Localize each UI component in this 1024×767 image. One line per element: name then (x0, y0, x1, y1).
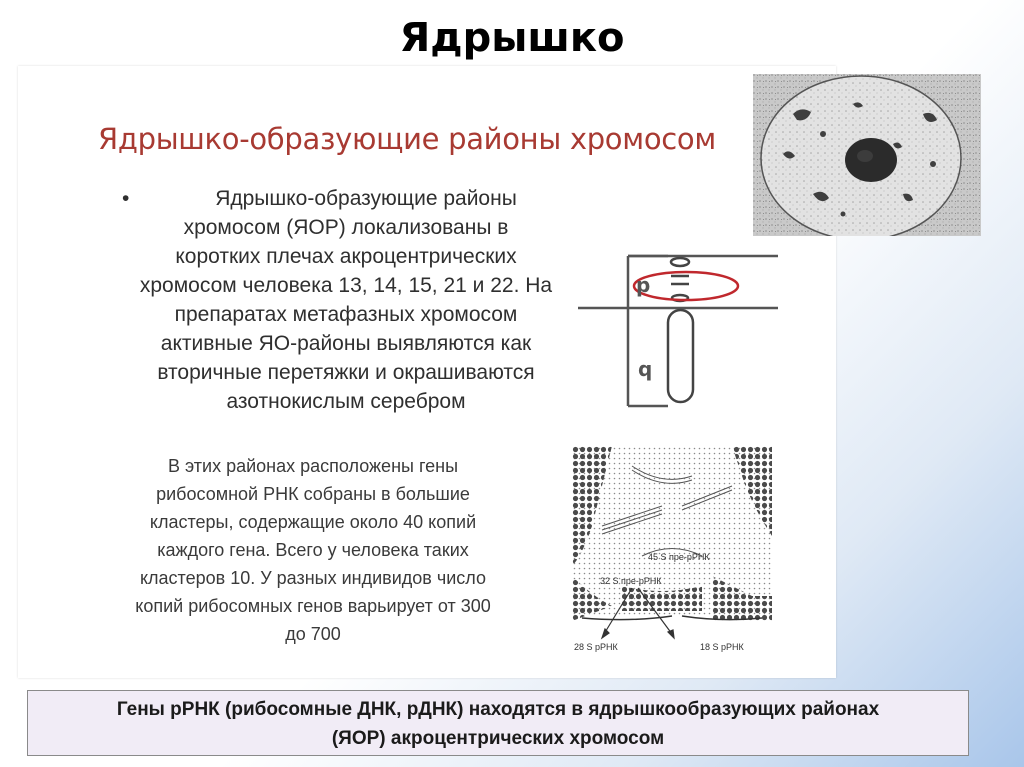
bullet-line: Ядрышко-образующие районы (215, 187, 517, 210)
bullet-text (106, 184, 586, 416)
paragraph-line: каждого гена. Всего у человека таких (157, 540, 469, 560)
footer-line: (ЯОР) акроцентрических хромосом (331, 728, 665, 749)
nucleus-micrograph-image (753, 74, 981, 236)
label-28s: 28 S рРНК (574, 642, 618, 652)
bullet-line: азотнокислым серебром (226, 390, 466, 413)
arm-q-label: q (638, 357, 653, 381)
label-45s: 45 S пре-рРНК (648, 552, 710, 562)
bullet-line: вторичные перетяжки и окрашиваются (157, 361, 535, 384)
nucleolus-structure-diagram (572, 446, 772, 658)
paragraph-line: В этих районах расположены гены (167, 456, 459, 476)
label-18s: 18 S рРНК (700, 642, 744, 652)
paragraph-line: до 700 (285, 624, 341, 644)
label-32s: 32 S пре-рРНК (600, 576, 662, 586)
bullet-line: хромосом (ЯОР) локализованы в (183, 216, 509, 239)
paragraph-line: копий рибосомных генов варьирует от 300 (135, 596, 491, 616)
footer-line: Гены рРНК (рибосомные ДНК, рДНК) находятся в ядрышкообразующих районах (116, 699, 880, 720)
bullet-line: препаратах метафазных хромосом (174, 303, 518, 326)
paragraph-line: кластеров 10. У разных индивидов число (139, 568, 487, 588)
footer-summary-box (27, 690, 969, 756)
paragraph-line: кластеры, содержащие около 40 копий (149, 512, 477, 532)
paragraph-line: рибосомной РНК собраны в большие (156, 484, 470, 504)
chromosome-diagram (578, 248, 778, 413)
arm-p-label: p (636, 273, 651, 297)
chromosome-satellite (671, 258, 689, 266)
panel-heading: Ядрышко-образующие районы хромосом (98, 122, 716, 156)
bullet-marker: • (122, 187, 130, 210)
bullet-line: коротких плечах акроцентрических (175, 245, 517, 268)
bullet-line: хромосом человека 13, 14, 15, 21 и 22. На (139, 274, 553, 297)
chromosome-q-arm (668, 310, 693, 402)
rrna-paragraph (98, 452, 528, 648)
bullet-line: активные ЯО-районы выявляются как (160, 332, 532, 355)
slide-title: Ядрышко (399, 15, 625, 61)
